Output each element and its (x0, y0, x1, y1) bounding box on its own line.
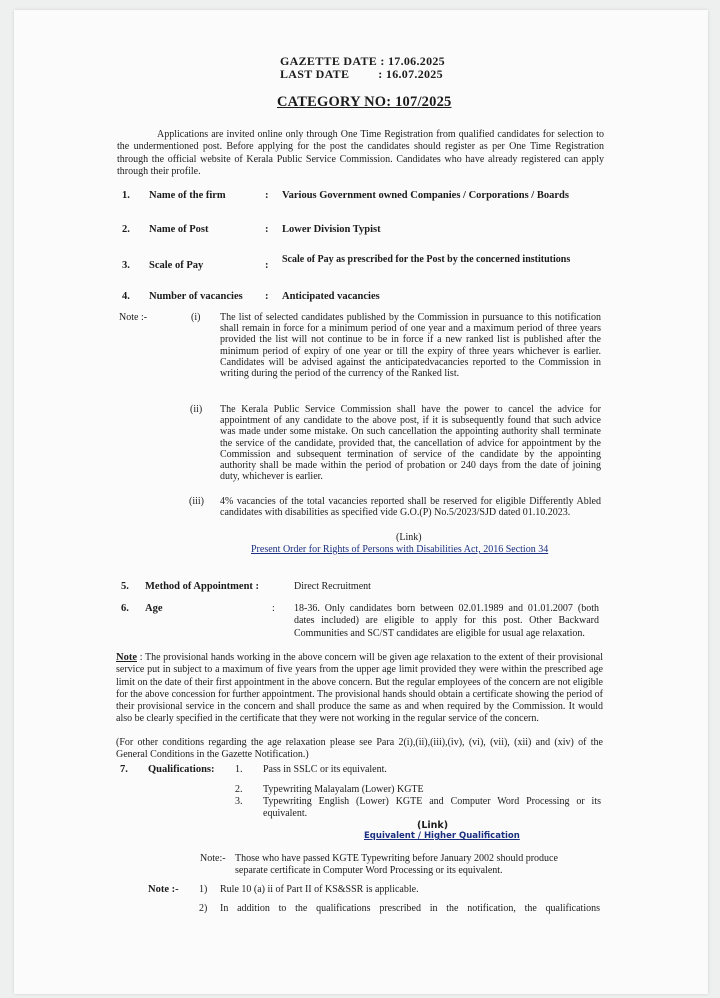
qualification-3-text: Typewriting English (Lower) KGTE and Computer Word Processing or its equivalent. (263, 796, 601, 820)
note-1-point-ii-text: The Kerala Public Service Commission shall have the power to cancel the advice for appointment of any candidate to the above post, if it is subsequently found that such advice was made under some mistake. On such cancellation the appointing authority shall terminate the service of the candidate, provided that, the cancellation of advice for appointment by the Commission and subsequent termination of service of the candidate by the appointing authority shall be made within the period of probation or 240 days from the date of joining duty, whichever is earlier. (220, 404, 601, 483)
item-1-label: Name of the firm (149, 190, 226, 201)
item-1-num: 1. (122, 190, 130, 201)
note-4-point-2-text: In addition to the qualifications prescribed in the notification, the qualifications (220, 903, 600, 914)
item-5-label: Method of Appointment : (145, 581, 260, 592)
item-4-value: Anticipated vacancies (282, 291, 380, 302)
item-2-value: Lower Division Typist (282, 224, 381, 235)
note-4-point-1-text: Rule 10 (a) ii of Part II of KS&SSR is applicable. (220, 884, 419, 895)
item-5-value: Direct Recruitment (294, 581, 371, 592)
item-6-value: 18-36. Only candidates born between 02.01.1989 and 01.01.2007 (both dates included) are eligible to apply for this post. Other Backward Communities and SC/ST candidates are eligible for usual age relaxation. (294, 603, 599, 639)
equivalent-qualification-link[interactable]: Equivalent / Higher Qualification (364, 831, 520, 841)
disability-link-label: (Link) (396, 532, 422, 543)
qualification-3-num: 3. (235, 796, 243, 807)
note-2-label: Note (116, 652, 137, 663)
item-2-label: Name of Post (149, 224, 209, 235)
item-3-num: 3. (122, 260, 130, 271)
note-3-label: Note:- (200, 853, 226, 864)
qualification-link-label: (Link) (417, 820, 449, 831)
item-1-colon: : (265, 190, 269, 201)
item-6-label: Age (145, 603, 163, 614)
item-7-num: 7. (120, 764, 128, 775)
item-7-label: Qualifications: (148, 764, 215, 775)
note-1-point-iii-num: (iii) (189, 496, 204, 507)
last-date: 16.07.2025 (385, 67, 443, 81)
note-4-point-1-num: 1) (199, 884, 208, 895)
item-5-num: 5. (121, 581, 129, 592)
intro-paragraph: Applications are invited online only through One Time Registration from qualified candidates for selection to the undermentioned post. Before applying for the post the candidates should register as per One Time Registration through the official website of Kerala Public Service Commission. Candidates who have already registered can apply through their profile. (117, 129, 604, 177)
note-1-label: Note :- (119, 312, 148, 323)
qualification-2-text: Typewriting Malayalam (Lower) KGTE (263, 784, 424, 795)
category-title: CATEGORY NO: 107/2025 (277, 94, 452, 110)
qualification-1-text: Pass in SSLC or its equivalent. (263, 764, 387, 775)
note-4-point-2-num: 2) (199, 903, 208, 914)
item-4-label: Number of vacancies (149, 291, 243, 302)
note-4-label: Note :- (148, 884, 179, 895)
qualification-1-num: 1. (235, 764, 243, 775)
item-3-value: Scale of Pay as prescribed for the Post by the concerned institutions (282, 254, 571, 265)
item-3-colon: : (265, 260, 269, 271)
gazette-page (14, 10, 708, 994)
gazette-date-label: GAZETTE DATE : (280, 54, 385, 68)
note-1-point-iii-text: 4% vacancies of the total vacancies reported shall be reserved for eligible Differently Abled candidates with disabilities as specified vide G.O.(P) No.5/2023/SJD dated 01.10.2023. (220, 496, 601, 519)
item-4-num: 4. (122, 291, 130, 302)
item-1-value: Various Government owned Companies / Corporations / Boards (282, 190, 569, 201)
last-date-line (280, 67, 443, 81)
note-3-text: Those who have passed KGTE Typewriting before January 2002 should produce separate certificate in Computer Word Processing or its equivalent. (235, 853, 558, 877)
gazette-date: 17.06.2025 (387, 54, 445, 68)
item-6-colon: : (272, 603, 275, 614)
item-2-num: 2. (122, 224, 130, 235)
item-4-colon: : (265, 291, 269, 302)
item-3-label: Scale of Pay (149, 260, 204, 271)
note-2-paragraph (116, 652, 603, 726)
disability-order-link[interactable]: Present Order for Rights of Persons with Disabilities Act, 2016 Section 34 (251, 544, 549, 555)
note-1-point-ii-num: (ii) (190, 404, 203, 415)
note-1-point-i-text: The list of selected candidates published by the Commission in pursuance to this notification shall remain in force for a minimum period of one year and a maximum period of three years provided the list will not continue to be in force if a new ranked list is published after the minimum period of expiry of one year or till the expiry of three years whichever is earlier. Candidates will be advised against the anticipatedvacancies reported to the Commission in writing during the period of the currency of the Ranked list. (220, 312, 601, 380)
last-date-label: LAST DATE (280, 67, 350, 81)
last-date-colon: : (378, 67, 383, 81)
note-1-point-i-num: (i) (191, 312, 201, 323)
qualification-2-num: 2. (235, 784, 243, 795)
note-2-text: : The provisional hands working in the above concern will be given age relaxation to the extent of their provisional service put in subject to a maximum of five years from the upper age limit provided they were within the prescribed age limit on the date of their first appointment in the above concern. But the regular employees of the concern are not eligible for the above concession for further appointment. The provisional hands should obtain a certificate showing the period of their provisional service in the concern and shall produce the same as and when required by the Commission. It would also be clearly specified in the certificate that they were not working in the regular service of the concern. (116, 652, 604, 725)
item-2-colon: : (265, 224, 269, 235)
note-2-extra: (For other conditions regarding the age relaxation please see Para 2(i),(ii),(iii),(iv), (vi), (vii), (xii) and (xiv) of the General Conditions in the Gazette Notification.) (116, 737, 603, 761)
gazette-date-line (280, 54, 445, 68)
item-6-num: 6. (121, 603, 129, 614)
